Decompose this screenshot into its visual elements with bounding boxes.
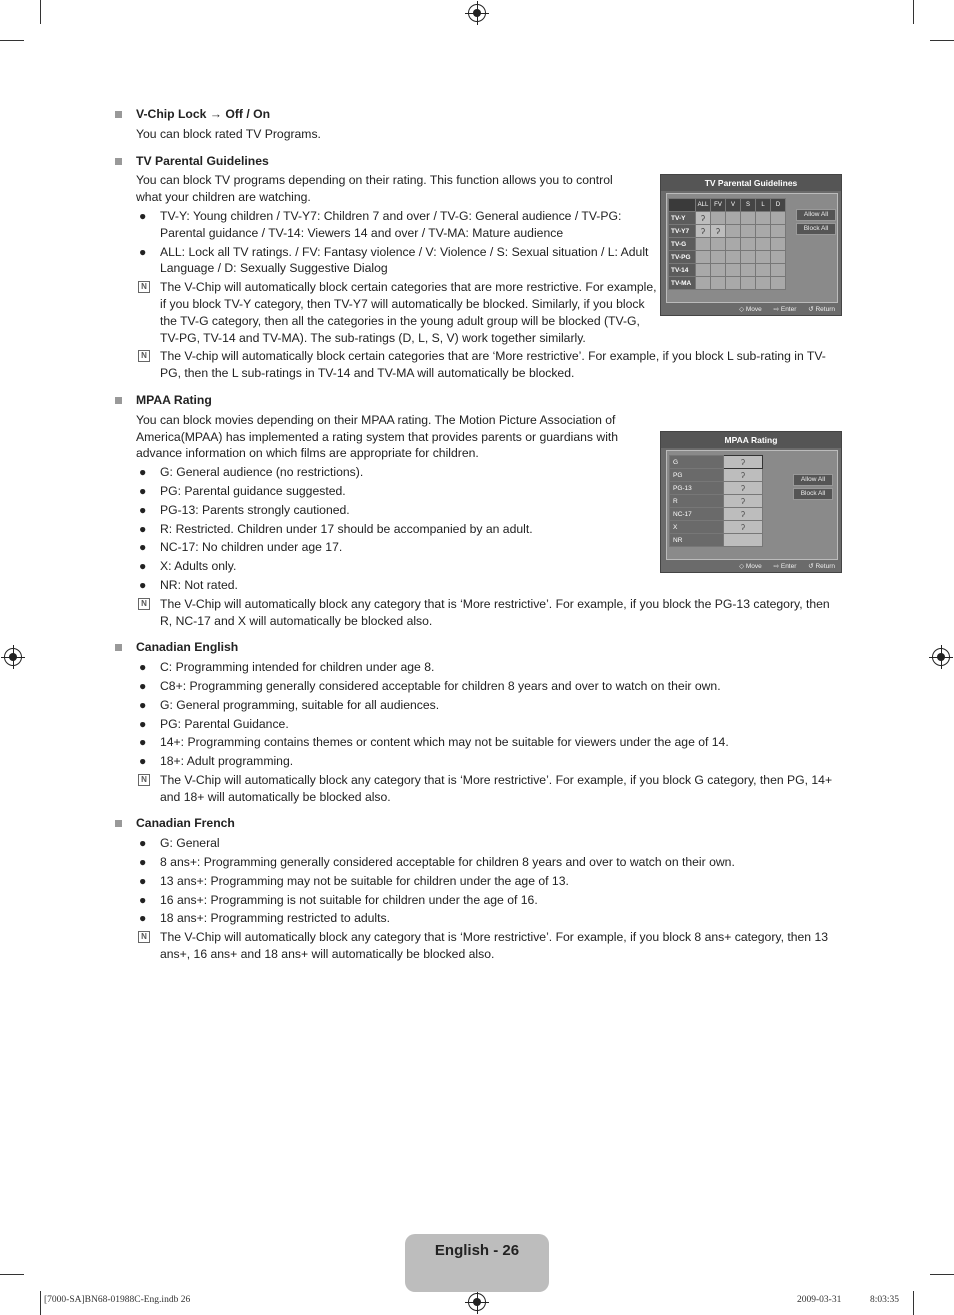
grid-cell[interactable] (756, 251, 771, 264)
grid-row-label: NC-17 (670, 508, 724, 521)
note-icon: N (138, 281, 150, 293)
list-item: ● PG: Parental Guidance. (139, 716, 289, 731)
bullet-icon: ● (139, 559, 147, 574)
list-item: ● ALL: Lock all TV ratings. / FV: Fantasy violence / V: Violence / S: Sexual situation / L: Adult Language / D: Sexually Suggestive Dialog (139, 244, 649, 276)
grid-header: FV (711, 199, 726, 212)
bullet-icon: ● (139, 716, 147, 731)
paragraph: You can block movies depending on their MPAA rating. The Motion Picture Association of America(MPAA) has implemented a rating system that provides parents or guardians with advance information on which films are appropriate for children. (136, 412, 619, 461)
lock-icon[interactable]: ʔ (724, 495, 763, 508)
grid-cell[interactable] (711, 212, 726, 225)
list-item: ● NC-17: No children under age 17. (139, 540, 343, 555)
square-bullet-icon (115, 397, 122, 404)
page-number-tab: English - 26 (405, 1234, 549, 1292)
list-item: ● 8 ans+: Programming generally considered acceptable for children 8 years and over to watch on their own. (139, 855, 735, 870)
registration-mark-icon (4, 648, 22, 666)
list-item: ● G: General audience (no restrictions). (139, 465, 364, 480)
note: N The V-Chip will automatically block any category that is ‘More restrictive’. For example, if you block G category, then PG, 14+ and 18+ will automatically be blocked also. (112, 772, 842, 806)
grid-cell[interactable] (771, 225, 786, 238)
lock-icon[interactable]: ʔ (724, 482, 763, 495)
square-bullet-icon (115, 820, 122, 827)
screen-footer (729, 305, 835, 313)
bullet-icon: ● (139, 697, 147, 712)
grid-row-label: PG-13 (670, 482, 724, 495)
grid-cell[interactable] (756, 277, 771, 290)
grid-cell[interactable] (741, 212, 756, 225)
bullet-icon: ● (139, 521, 147, 536)
bullet-icon: ● (139, 577, 147, 592)
file-slug: [7000-SA]BN68-01988C-Eng.indb 26 (44, 1295, 191, 1305)
bullet-icon: ● (139, 540, 147, 555)
grid-cell[interactable] (724, 534, 763, 547)
move-hint: ◇ Move (739, 563, 762, 570)
grid-row-label: TV-MA (669, 277, 696, 290)
section-heading: TV Parental Guidelines (112, 153, 842, 170)
crop-mark (913, 0, 914, 24)
grid-cell[interactable] (771, 264, 786, 277)
lock-icon[interactable]: ʔ (724, 508, 763, 521)
list-item: ● PG: Parental guidance suggested. (139, 483, 346, 498)
section-heading: Canadian English (112, 639, 842, 656)
tv-parental-screen (660, 174, 842, 316)
grid-cell[interactable] (741, 251, 756, 264)
lock-icon[interactable]: ʔ (711, 225, 726, 238)
bullet-icon: ● (139, 502, 147, 517)
note: N The V-Chip will automatically block any category that is ‘More restrictive’. For example, if you block 8 ans+ category, then 13 ans+, 16 ans+ and 18 ans+ will automatically be blocked also. (112, 929, 842, 963)
grid-cell[interactable] (726, 277, 741, 290)
note: N The V-chip will automatically block certain categories that are ‘More restrictive’. For example, if you block L sub-rating in TV-PG, then the L sub-ratings in TV-14 and TV-MA will automatically be blocked. (112, 348, 842, 382)
grid-row-label: TV-Y7 (669, 225, 696, 238)
grid-cell[interactable] (696, 238, 711, 251)
note-icon: N (138, 931, 150, 943)
grid-cell[interactable] (711, 264, 726, 277)
grid-cell[interactable] (756, 238, 771, 251)
list-item: ● NR: Not rated. (139, 577, 238, 592)
crop-mark (930, 40, 954, 41)
allow-all-button[interactable]: Allow All (793, 474, 833, 486)
list-item: ● TV-Y: Young children / TV-Y7: Children 7 and over / TV-G: General audience / TV-PG: Parental guidance / TV-14: Viewers 14 and over / TV-MA: Mature audience (139, 208, 622, 240)
mpaa-rating-grid (669, 455, 763, 547)
grid-cell[interactable] (711, 238, 726, 251)
lock-icon[interactable]: ʔ (696, 212, 711, 225)
bullet-icon: ● (139, 208, 147, 223)
registration-mark-icon (468, 1293, 486, 1311)
grid-cell[interactable] (726, 238, 741, 251)
enter-hint: ⇨ Enter (773, 306, 797, 313)
return-hint: ↺ Return (808, 563, 835, 570)
grid-cell[interactable] (771, 277, 786, 290)
bullet-icon: ● (139, 660, 147, 675)
note-icon: N (138, 774, 150, 786)
list-item: ● C8+: Programming generally considered acceptable for children 8 years and over to watch on their own. (139, 678, 721, 693)
allow-all-button[interactable]: Allow All (796, 209, 836, 221)
bullet-icon: ● (139, 465, 147, 480)
list-item: ● PG-13: Parents strongly cautioned. (139, 502, 350, 517)
grid-cell[interactable] (726, 212, 741, 225)
list-item: ● G: General programming, suitable for all audiences. (139, 697, 440, 712)
list-item: ● R: Restricted. Children under 17 should be accompanied by an adult. (139, 521, 533, 536)
list-item: ● 18+: Adult programming. (139, 754, 294, 769)
bullet-icon: ● (139, 735, 147, 750)
grid-row-label: NR (670, 534, 724, 547)
bullet-icon: ● (139, 754, 147, 769)
section-heading: MPAA Rating (112, 392, 842, 409)
grid-row-label: TV-G (669, 238, 696, 251)
grid-cell[interactable] (771, 251, 786, 264)
list-item: ● 16 ans+: Programming is not suitable for children under the age of 16. (139, 892, 538, 907)
section-heading: Canadian French (112, 815, 842, 832)
grid-header: ALL (696, 199, 711, 212)
bullet-icon: ● (139, 678, 147, 693)
registration-mark-icon (932, 648, 950, 666)
grid-cell[interactable] (741, 225, 756, 238)
bullet-icon: ● (139, 483, 147, 498)
move-hint: ◇ Move (739, 306, 762, 313)
bullet-icon: ● (139, 873, 147, 888)
section-heading: V-Chip Lock → Off / On (112, 106, 842, 123)
grid-cell[interactable] (741, 277, 756, 290)
crop-mark (0, 40, 24, 41)
grid-cell[interactable] (771, 238, 786, 251)
crop-mark (0, 1274, 24, 1275)
section-canadian-french (112, 815, 842, 962)
grid-cell[interactable] (741, 264, 756, 277)
crop-mark (913, 1291, 914, 1315)
grid-cell[interactable] (741, 238, 756, 251)
square-bullet-icon (115, 111, 122, 118)
lock-icon[interactable]: ʔ (724, 469, 763, 482)
grid-row-label: PG (670, 469, 724, 482)
list-item: ● G: General (139, 836, 220, 851)
grid-cell[interactable] (696, 264, 711, 277)
bullet-icon: ● (139, 892, 147, 907)
grid-row-label: TV-14 (669, 264, 696, 277)
square-bullet-icon (115, 158, 122, 165)
section-canadian-english (112, 639, 842, 805)
screen-title: MPAA Rating (661, 432, 841, 448)
note: N The V-Chip will automatically block any category that is ‘More restrictive’. For example, if you block the PG-13 category, then R, NC-17 and X will automatically be blocked also. (112, 596, 842, 630)
tv-rating-grid (668, 198, 786, 290)
list-item: ● C: Programming intended for children under age 8. (139, 660, 435, 675)
grid-cell[interactable] (726, 251, 741, 264)
crop-mark (40, 0, 41, 24)
screen-footer (729, 562, 835, 570)
grid-row-label: G (670, 456, 724, 469)
grid-row-label: TV-PG (669, 251, 696, 264)
bullet-icon: ● (139, 855, 147, 870)
grid-row-label: R (670, 495, 724, 508)
section-vchip-lock (112, 106, 842, 143)
grid-header: S (741, 199, 756, 212)
slug-time: 8:03:35 (870, 1295, 900, 1305)
enter-hint: ⇨ Enter (773, 563, 797, 570)
mpaa-screen (660, 431, 842, 573)
lock-icon[interactable]: ʔ (724, 521, 763, 534)
grid-cell[interactable] (756, 225, 771, 238)
paragraph: You can block TV programs depending on their rating. This function allows you to control what your children are watching. (136, 173, 613, 205)
note-icon: N (138, 350, 150, 362)
note-icon: N (138, 598, 150, 610)
grid-row-label: X (670, 521, 724, 534)
bullet-icon: ● (139, 244, 147, 259)
grid-header: D (771, 199, 786, 212)
grid-cell[interactable] (726, 264, 741, 277)
grid-header: L (756, 199, 771, 212)
paragraph: You can block rated TV Programs. (136, 126, 321, 141)
slug-date: 2009-03-31 (797, 1295, 842, 1305)
grid-cell[interactable] (726, 225, 741, 238)
grid-cell[interactable] (756, 212, 771, 225)
crop-mark (40, 1291, 41, 1315)
square-bullet-icon (115, 644, 122, 651)
bullet-icon: ● (139, 836, 147, 851)
return-hint: ↺ Return (808, 306, 835, 313)
note: N The V-Chip will automatically block certain categories that are more restrictive. For example, if you block TV-Y category, then TV-Y7 will automatically be blocked. Similarly, if you block the TV-G category, then all the categories in the young adult group will be blocked (TV-G, TV-PG, TV-14 and TV-MA). The sub-ratings (D, L, S, V) work together similarly. (112, 279, 660, 346)
list-item: ● 13 ans+: Programming may not be suitable for children under the age of 13. (139, 873, 569, 888)
grid-row-label: TV-Y (669, 212, 696, 225)
registration-mark-icon (468, 4, 486, 22)
crop-mark (930, 1274, 954, 1275)
grid-header: V (726, 199, 741, 212)
grid-cell[interactable] (696, 251, 711, 264)
block-all-button[interactable]: Block All (796, 223, 836, 235)
list-item: ● 14+: Programming contains themes or content which may not be suitable for viewers under the age of 14. (139, 735, 729, 750)
grid-cell[interactable] (771, 212, 786, 225)
lock-icon[interactable]: ʔ (696, 225, 711, 238)
grid-cell[interactable] (696, 277, 711, 290)
block-all-button[interactable]: Block All (793, 488, 833, 500)
list-item: ● 18 ans+: Programming restricted to adults. (139, 911, 390, 926)
lock-icon[interactable]: ʔ (724, 456, 763, 469)
grid-corner (669, 199, 696, 212)
grid-cell[interactable] (711, 251, 726, 264)
grid-cell[interactable] (756, 264, 771, 277)
screen-title: TV Parental Guidelines (661, 175, 841, 191)
grid-cell[interactable] (711, 277, 726, 290)
list-item: ● X: Adults only. (139, 559, 237, 574)
bullet-icon: ● (139, 911, 147, 926)
